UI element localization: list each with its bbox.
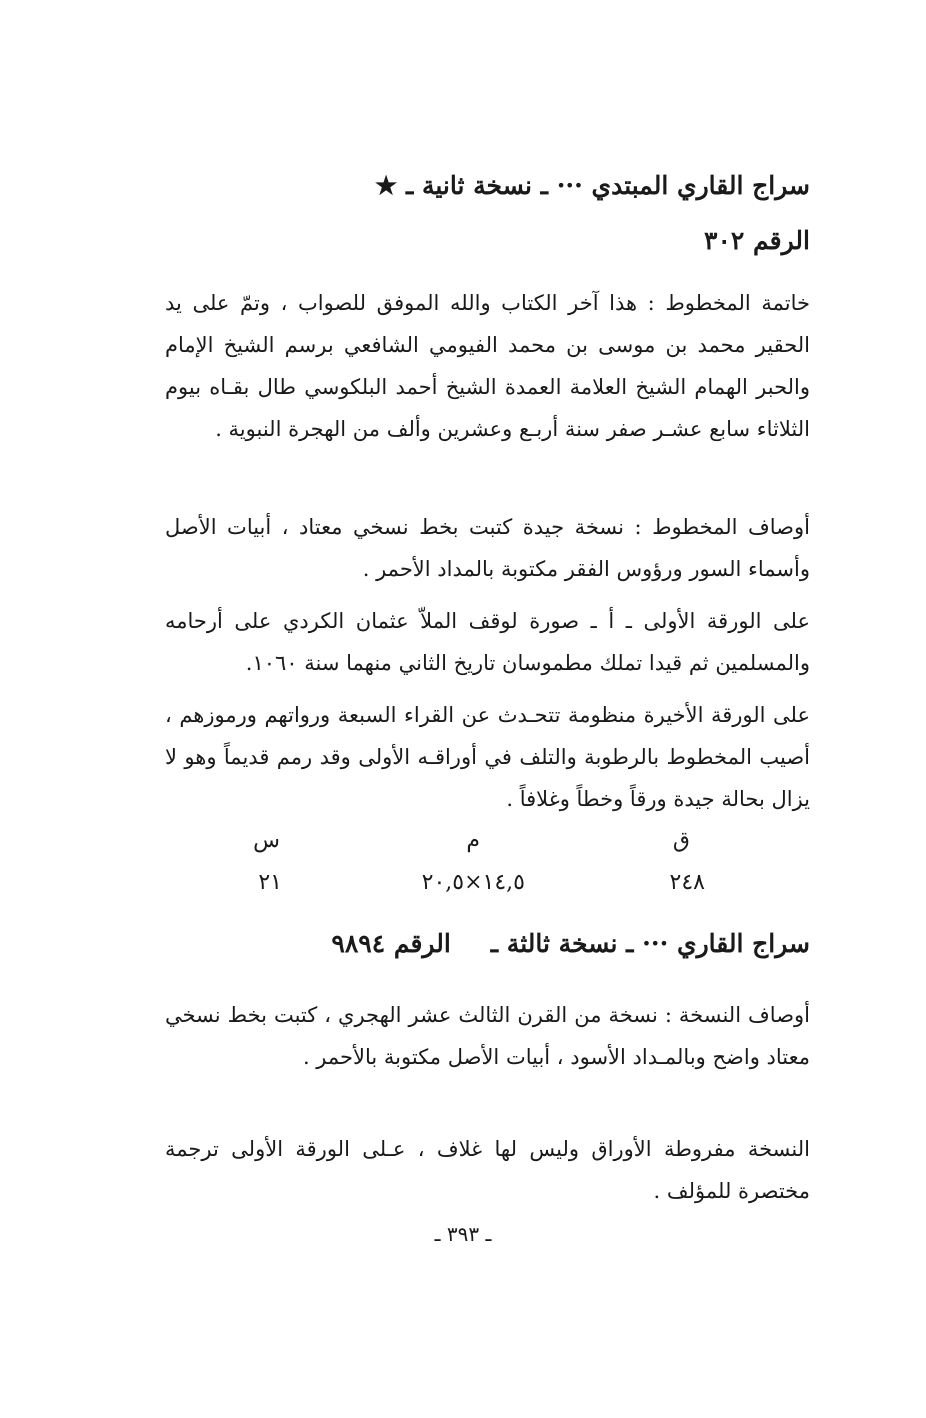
third-copy-title: سراج القاري ··· ـ نسخة ثالثة ـ bbox=[490, 929, 810, 958]
header-size: م bbox=[466, 828, 480, 853]
manuscript-number-9894: الرقم ٩٨٩٤ bbox=[331, 929, 451, 958]
first-folio-paragraph: على الورقة الأولى ـ أ ـ صورة لوقف الملاّ عثمان الكردي على أرحامه والمسلمين ثم قيدا تملك مطموسان تاريخ الثاني منهما سنة ١٠٦٠. bbox=[165, 609, 810, 675]
table-value-row bbox=[200, 870, 750, 900]
manuscript-number-302: الرقم ٣٠٢ bbox=[704, 226, 810, 255]
loose-folios-paragraph: النسخة مفروطة الأوراق وليس لها غلاف ، عـلى الورقة الأولى ترجمة مختصرة للمؤلف . bbox=[165, 1137, 810, 1203]
manuscript-dimensions-table bbox=[200, 828, 750, 908]
header-lines: س bbox=[253, 828, 280, 853]
value-folios: ٢٤٨ bbox=[669, 870, 705, 895]
value-lines: ٢١ bbox=[258, 870, 282, 895]
page-number: ـ ٣٩٣ ـ bbox=[434, 1222, 492, 1246]
copy-description-paragraph: أوصاف النسخة : نسخة من القرن الثالث عشر الهجري ، كتبت بخط نسخي معتاد واضح وبالمـداد الأسود ، أبيات الأصل مكتوبة بالأحمر . bbox=[165, 1003, 810, 1069]
header-folios: ق bbox=[672, 828, 690, 853]
table-header-row bbox=[200, 828, 750, 858]
section-heading-second-copy: سراج القاري المبتدي ··· ـ نسخة ثانية ـ ★ bbox=[374, 171, 810, 200]
section-heading-third-copy bbox=[165, 928, 810, 961]
last-folio-paragraph: على الورقة الأخيرة منظومة تتحـدث عن القراء السبعة ورواتهم ورموزهم ، أصيب المخطوط بالرطوبة والتلف في أوراقـه الأولى وقد رمم قديماً وهو لا يزال بحالة جيدة ورقاً وخطاً وغلافاً . bbox=[165, 703, 810, 811]
colophon-paragraph: خاتمة المخطوط : هذا آخر الكتاب والله الموفق للصواب ، وتمّ على يد الحقير محمد بن موسى بن محمد الفيومي الشافعي برسم الشيخ الإمام والحبر الهمام الشيخ العلامة العمدة الشيخ أحمد البلكوسي طال بقـاه بيوم الثلاثاء سابع عشـر صفر سنة أربـع وعشرين وألف من الهجرة النبوية . bbox=[165, 291, 810, 441]
manuscript-description-paragraph: أوصاف المخطوط : نسخة جيدة كتبت بخط نسخي معتاد ، أبيات الأصل وأسماء السور ورؤوس الفقر مكتوبة بالمداد الأحمر . bbox=[165, 515, 810, 581]
value-size: ١٤,٥×٢٠,٥ bbox=[421, 870, 525, 895]
